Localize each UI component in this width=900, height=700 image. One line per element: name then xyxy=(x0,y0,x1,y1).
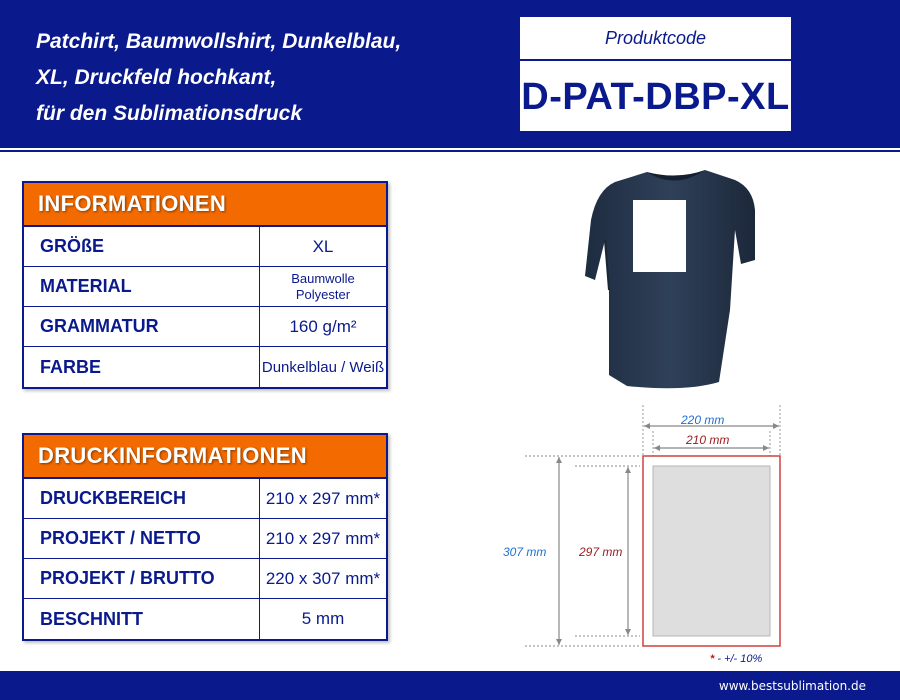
info-table xyxy=(22,181,388,389)
project-net-label: PROJEKT / NETTO xyxy=(24,519,260,558)
tolerance-note xyxy=(710,653,762,665)
print-area-value: 210 x 297 mm* xyxy=(265,488,381,508)
material-line-1: Baumwolle xyxy=(291,270,355,286)
outer-height-label: 307 mm xyxy=(503,545,547,559)
tolerance-text: - +/- 10% xyxy=(717,653,763,665)
footer-bar xyxy=(0,671,900,700)
product-code-box xyxy=(518,15,793,133)
print-field-patch xyxy=(633,200,686,272)
tshirt-image xyxy=(585,160,765,400)
print-dimensions-diagram xyxy=(490,405,810,675)
header-divider xyxy=(0,150,900,152)
color-label: FARBE xyxy=(24,347,260,387)
product-code-value: D-PAT-DBP-XL xyxy=(521,75,790,118)
tolerance-star: * xyxy=(710,653,715,665)
title-line-1: Patchirt, Baumwollshirt, Dunkelblau, xyxy=(36,30,402,53)
net-print-area xyxy=(653,466,770,636)
bleed-label: BESCHNITT xyxy=(24,599,260,639)
weight-value: 160 g/m² xyxy=(289,316,357,336)
print-area-label: DRUCKBEREICH xyxy=(24,479,260,518)
product-code-label: Produktcode xyxy=(520,17,791,61)
table-row xyxy=(24,347,386,387)
weight-label: GRAMMATUR xyxy=(24,307,260,346)
material-label: MATERIAL xyxy=(24,267,260,306)
title-line-2: XL, Druckfeld hochkant, xyxy=(36,66,277,89)
table-row xyxy=(24,267,386,307)
header-banner xyxy=(0,0,900,148)
print-info-heading: DRUCKINFORMATIONEN xyxy=(24,435,386,479)
print-info-table xyxy=(22,433,388,641)
inner-height-label: 297 mm xyxy=(579,545,623,559)
bleed-value: 5 mm xyxy=(301,609,345,628)
inner-width-label: 210 mm xyxy=(686,433,730,447)
table-row xyxy=(24,599,386,639)
table-row xyxy=(24,479,386,519)
table-row xyxy=(24,559,386,599)
project-gross-label: PROJEKT / BRUTTO xyxy=(24,559,260,598)
project-net-value: 210 x 297 mm* xyxy=(265,528,381,548)
table-row xyxy=(24,307,386,347)
info-heading: INFORMATIONEN xyxy=(24,183,386,227)
table-row xyxy=(24,227,386,267)
title-line-3: für den Sublimationsdruck xyxy=(36,102,303,125)
outer-width-label: 220 mm xyxy=(681,413,725,427)
project-gross-value: 220 x 307 mm* xyxy=(265,568,381,588)
table-row xyxy=(24,519,386,559)
website-link[interactable]: www.bestsublimation.de xyxy=(718,679,866,693)
product-title xyxy=(36,24,401,132)
size-label: GRÖßE xyxy=(24,227,260,266)
color-value: Dunkelblau / Weiß xyxy=(261,358,385,376)
material-line-2: Polyester xyxy=(295,286,351,302)
size-value: XL xyxy=(312,236,334,256)
material-value xyxy=(260,267,386,306)
